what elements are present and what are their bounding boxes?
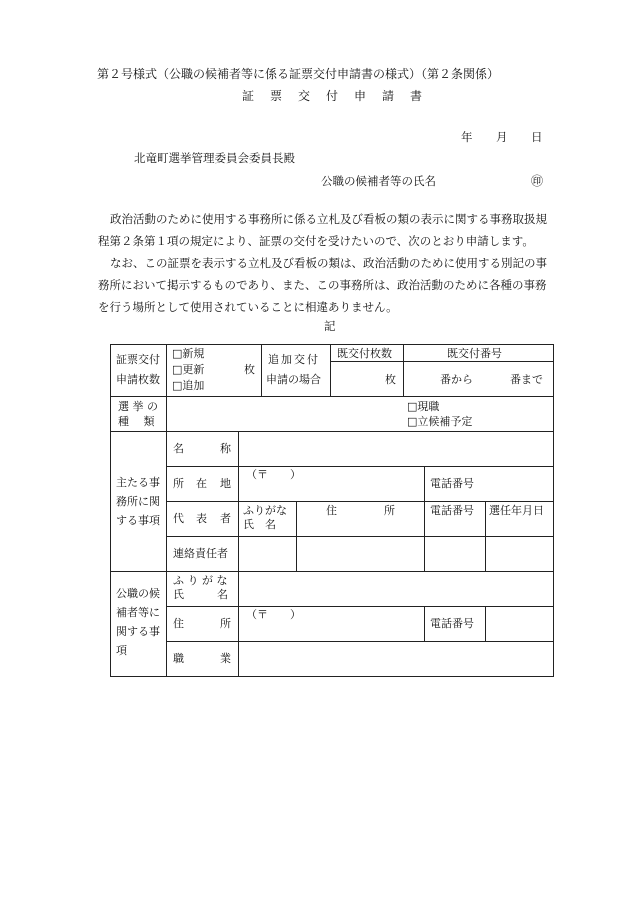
additional-request-label: 追加交付 xyxy=(268,353,320,366)
grid-line xyxy=(424,606,425,641)
grid-line xyxy=(424,466,425,571)
title-char: 請 xyxy=(382,89,395,103)
title-char: 付 xyxy=(326,89,339,103)
paragraph-line: なお、この証票を表示する立札及び看板の類は、政治活動のために使用する別記の事 xyxy=(110,256,547,270)
representative-address-label: 住 xyxy=(326,504,337,517)
number-to: 番まで xyxy=(510,373,543,386)
representative-furigana-label: ふりがな xyxy=(243,504,287,517)
grid-line xyxy=(296,501,297,571)
grid-line xyxy=(110,431,554,432)
title-char: 証 xyxy=(242,89,255,103)
office-name-label: 称 xyxy=(220,442,231,455)
grid-line xyxy=(261,344,262,396)
title-char: 申 xyxy=(354,89,367,103)
checkbox-add[interactable]: □追加 xyxy=(172,379,205,392)
candidate-section-label: 関する事 xyxy=(116,625,160,638)
candidate-section-label: 公職の候 xyxy=(116,587,160,600)
grid-line xyxy=(166,501,554,502)
grid-line xyxy=(330,361,554,362)
title-char: 票 xyxy=(270,89,283,103)
title-char: 書 xyxy=(410,89,423,103)
grid-line xyxy=(330,344,331,396)
grid-line xyxy=(166,466,554,467)
grid-line xyxy=(238,431,239,677)
appointment-date-label: 選任年月日 xyxy=(489,504,544,517)
additional-request-label: 申請の場合 xyxy=(266,373,321,386)
grid-line xyxy=(110,571,554,572)
grid-line xyxy=(403,344,404,396)
ki-heading: 記 xyxy=(324,319,336,333)
paragraph-line: を行う場所として使用されていることに相違ありません。 xyxy=(98,300,398,314)
grid-line xyxy=(485,501,486,571)
candidate-phone-label: 電話番号 xyxy=(430,617,474,630)
election-type-label: 選 挙 の xyxy=(118,400,158,413)
paragraph-2 xyxy=(98,252,550,318)
office-section-label: する事項 xyxy=(116,514,160,527)
grid-line xyxy=(110,396,554,397)
grid-line xyxy=(166,606,554,607)
office-section-label: 主たる事 xyxy=(116,476,160,489)
paragraph-line: 務所において掲示するものであり、また、この事務所は、政治活動のために各種の事務 xyxy=(98,278,547,292)
representative-label: 者 xyxy=(220,512,231,525)
addressee: 北竜町選挙管理委員会委員長殿 xyxy=(134,151,295,165)
representative-name-label: 氏 名 xyxy=(243,518,276,531)
representative-phone-label: 電話番号 xyxy=(430,504,474,517)
candidate-furigana-label: ふ り が な xyxy=(173,574,228,587)
seal-mark: ㊞ xyxy=(531,174,544,188)
candidate-address-label: 住 xyxy=(173,617,184,630)
request-count-label: 申請枚数 xyxy=(116,373,160,386)
representative-address-label: 所 xyxy=(384,504,395,517)
applicant-name-label: 公職の候補者等の氏名 xyxy=(321,174,436,188)
date-day: 日 xyxy=(531,130,543,144)
paragraph-line: 程第２条第１項の規定により、証票の交付を受けたいので、次のとおり申請します。 xyxy=(98,234,534,248)
paragraph-1 xyxy=(98,208,550,252)
office-phone-label: 電話番号 xyxy=(430,477,474,490)
office-location-label: 地 xyxy=(220,477,231,490)
grid-line xyxy=(553,344,554,677)
date-month: 月 xyxy=(496,130,508,144)
date-year: 年 xyxy=(461,130,473,144)
grid-line xyxy=(110,344,554,345)
grid-line xyxy=(166,641,554,642)
representative-label: 表 xyxy=(196,512,207,525)
representative-label: 代 xyxy=(173,512,184,525)
candidate-section-label: 補者等に xyxy=(116,606,160,619)
grid-line xyxy=(110,344,111,677)
office-location-label: 所 xyxy=(173,477,184,490)
candidate-section-label: 項 xyxy=(116,644,127,657)
checkbox-new[interactable]: □新規 xyxy=(172,347,205,360)
candidate-occupation-label: 業 xyxy=(220,652,231,665)
office-section-label: 務所に関 xyxy=(116,495,160,508)
issued-count-unit: 枚 xyxy=(385,373,396,386)
checkbox-incumbent[interactable]: □現職 xyxy=(407,400,440,413)
paragraph-line: 政治活動のために使用する事務所に係る立札及び看板の類の表示に関する事務取扱規 xyxy=(110,212,547,226)
sheet-unit: 枚 xyxy=(244,363,255,376)
number-from: 番から xyxy=(440,373,473,386)
grid-line xyxy=(166,344,167,677)
issued-number-header: 既交付番号 xyxy=(447,347,502,360)
candidate-address-label: 所 xyxy=(220,617,231,630)
office-location-label: 在 xyxy=(196,477,207,490)
request-count-label: 証票交付 xyxy=(116,353,160,366)
candidate-name-label: 氏 名 xyxy=(173,588,228,601)
checkbox-update[interactable]: □更新 xyxy=(172,363,205,376)
form-title: 第２号様式（公職の候補者等に係る証票交付申請書の様式）（第２条関係） xyxy=(97,67,500,81)
checkbox-prospective-candidate[interactable]: □立候補予定 xyxy=(407,415,473,428)
office-name-label: 名 xyxy=(173,442,184,455)
office-postal-code: （〒 ） xyxy=(246,468,301,481)
grid-line xyxy=(485,606,486,641)
title-char: 交 xyxy=(298,89,311,103)
candidate-postal-code: （〒 ） xyxy=(246,608,301,621)
issued-count-header: 既交付枚数 xyxy=(337,347,392,360)
grid-line xyxy=(166,536,554,537)
candidate-occupation-label: 職 xyxy=(173,652,184,665)
grid-line xyxy=(110,676,554,677)
contact-person-label: 連絡責任者 xyxy=(173,547,228,560)
election-type-label: 種 類 xyxy=(118,415,155,428)
